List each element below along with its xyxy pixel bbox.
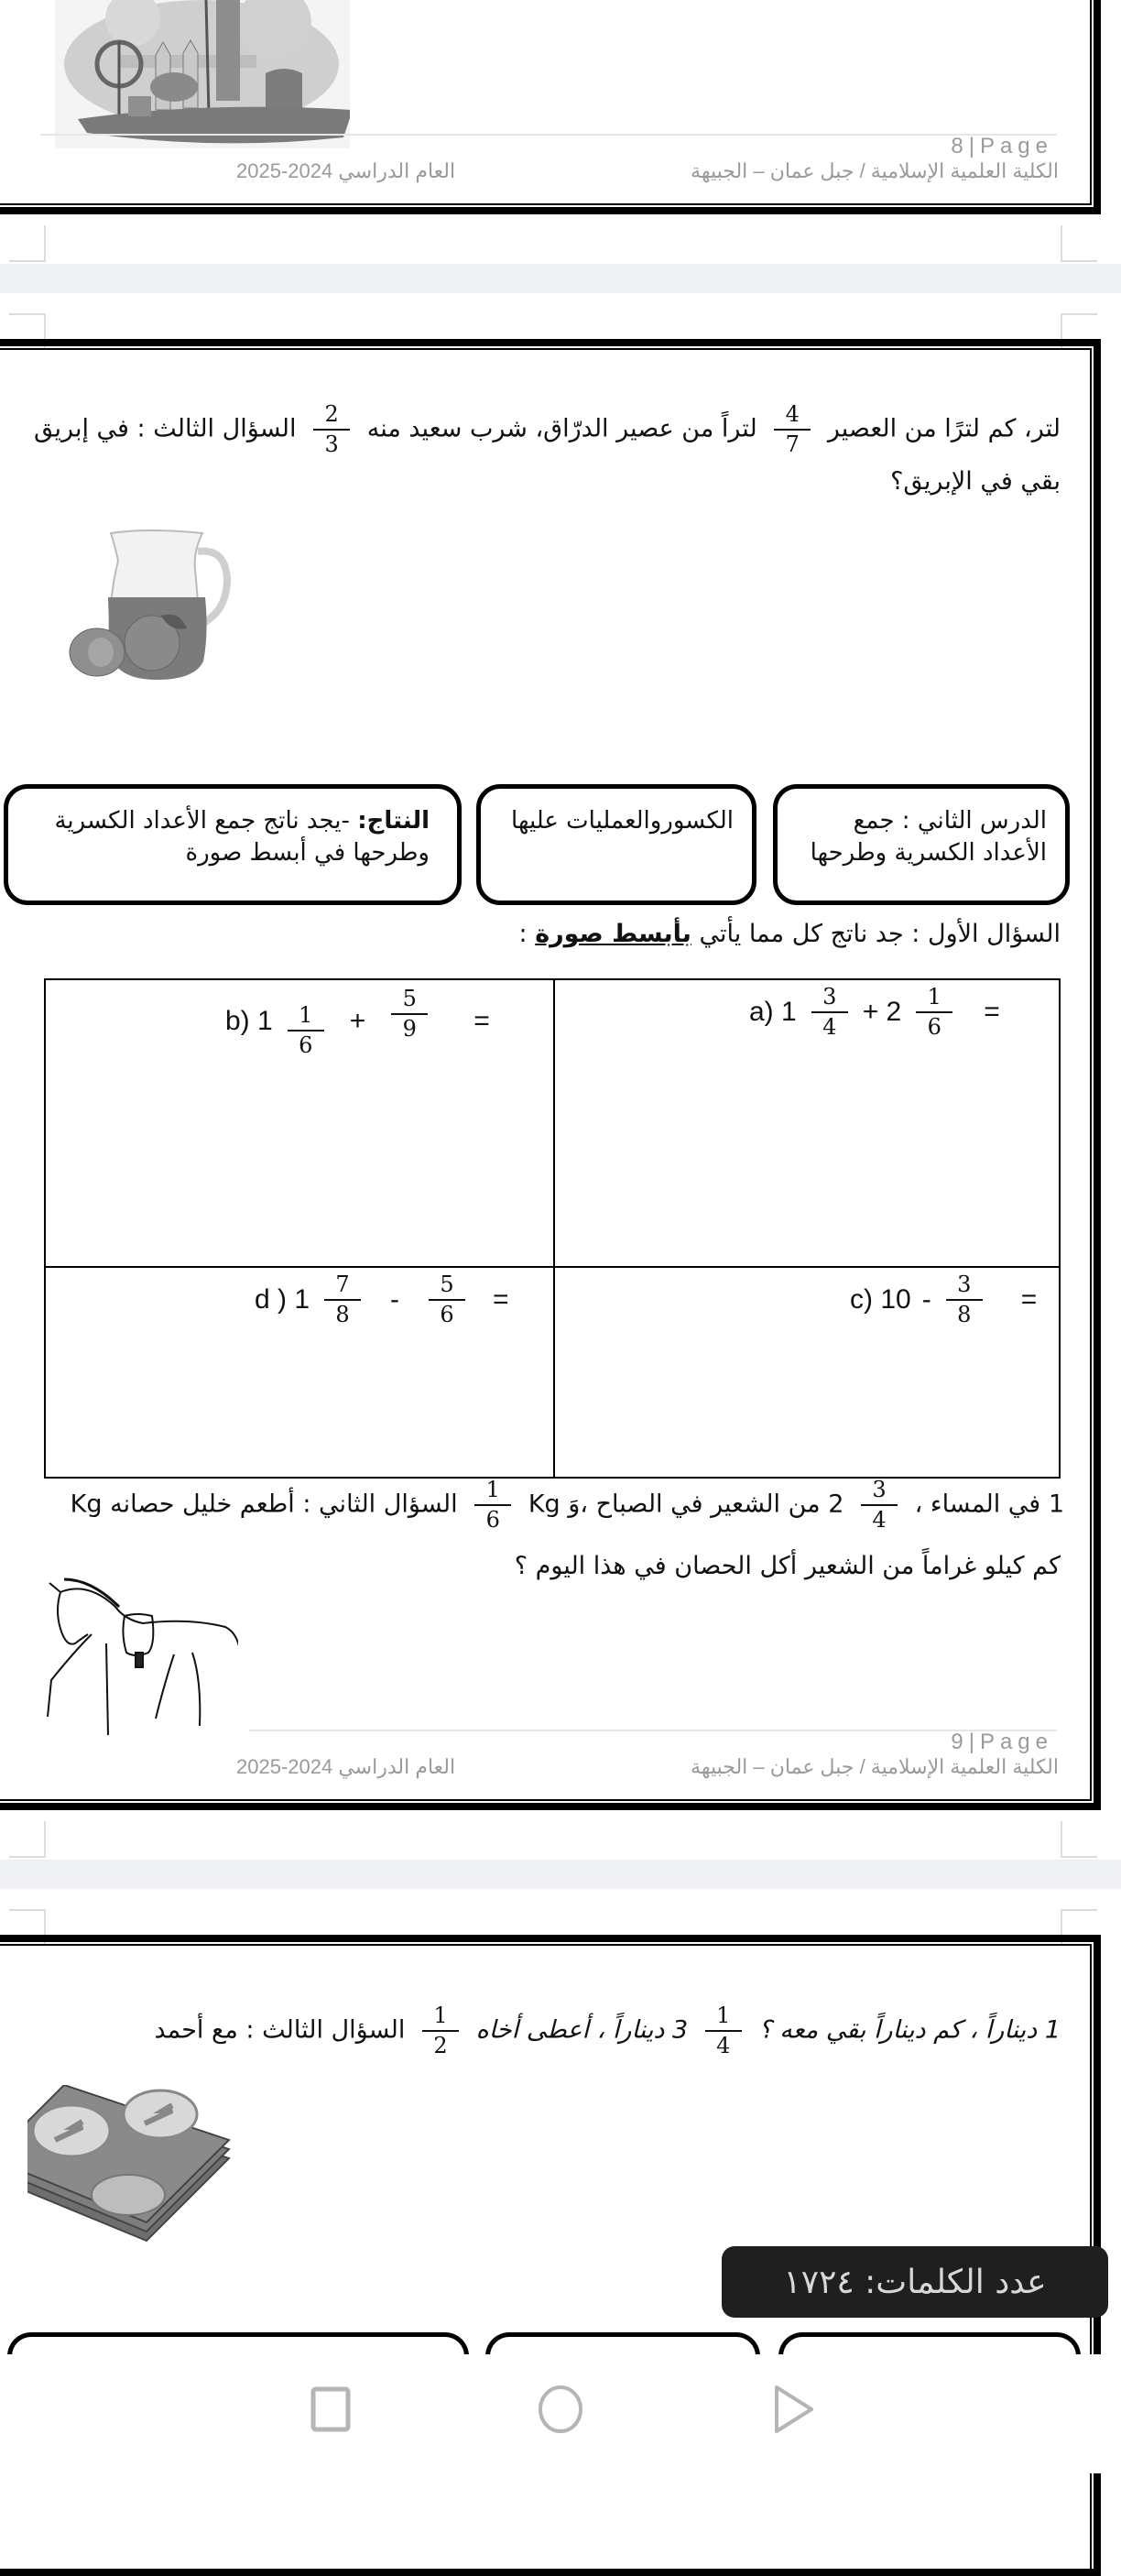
fraction-one-half: $\frac{1}{2}$ [422,2004,459,2058]
fraction-three-eighths: $\frac{3}{8}$ [946,1273,983,1326]
fraction-two-thirds: $\frac{2}{3}$ [313,403,350,456]
recents-square-icon [310,2386,351,2432]
page-9-footer-divider [249,1730,1057,1731]
money-question-text-a: 1 ديناراً ، كم ديناراً بقي معه ؟ [758,2015,1061,2045]
fraction-five-sixths: $\frac{5}{6}$ [429,1273,465,1326]
exercise-a: a) 1 $\frac{3}{4}$ + 2 $\frac{1}{6}$ = [749,984,1000,1041]
page-8-footer-year: العام الدراسي 2024-2025 [236,159,456,182]
unit-title-box [476,784,756,905]
horse-question-line-1 [71,1479,1064,1532]
fraction-one-sixth: $\frac{1}{6}$ [474,1479,511,1532]
word-count-text: عدد الكلمات: ١٧٢٤ [783,2263,1047,2301]
coins-and-banknotes-illustration [27,2085,256,2250]
page-9-footer-year: العام الدراسي 2024-2025 [236,1755,456,1778]
juice-pitcher-peach-illustration [60,524,244,689]
exercise-d: d ) 1 $\frac{7}{8}$ - $\frac{5}{6}$ = [255,1272,509,1328]
lesson-title: الدرس الثاني : جمع الأعداد الكسرية وطرحها [810,807,1047,868]
q1-prompt-emphasis: بأبسط صورة [535,920,691,948]
back-triangle-icon [773,2384,815,2435]
page-corner-mark [1061,1821,1097,1858]
grid-vertical-divider [553,980,555,1477]
lesson-title-box [773,784,1070,905]
fraction-seven-eighths: $\frac{7}{8}$ [324,1273,361,1326]
saddled-horse-illustration [37,1570,238,1739]
page-8-footer-school: الكلية العلمية الإسلامية / جبل عمان – الجبيهة [691,159,1059,182]
horse-question-text-a: 1 في المساء ، [914,1490,1064,1519]
horse-question-line-2: كم كيلو غراماً من الشعير أكل الحصان في هذا اليوم ؟ [514,1552,1061,1580]
page-8-footer-divider [40,134,1057,136]
fraction-three-fourths: $\frac{3}{4}$ [811,986,848,1039]
learning-outcome-label: النتاج: [357,807,430,835]
horse-question-text-b: 2 من الشعير في الصباح ،وَ Kg [528,1490,844,1519]
fraction-one-fourth: $\frac{1}{4}$ [705,2004,742,2058]
juice-question-text-b: لتراً من عصير الدرّاق، شرب سعيد منه [366,414,757,443]
q1-prompt-end: : [518,920,536,948]
home-button[interactable] [535,2382,586,2437]
money-question-text-c: السؤال الثالث : مع أحمد [154,2015,406,2045]
exercise-grid [44,978,1061,1479]
fraction-one-sixth: $\frac{1}{6}$ [916,986,952,1039]
page-8-page-number: 8|Page [951,134,1053,158]
q1-prompt [519,920,1061,948]
fraction-one-sixth: $\frac{1}{6}$ [288,1004,324,1057]
money-question-text-b: 3 ديناراً ، أعطى أخاه [475,2015,689,2045]
page-9-footer-school: الكلية العلمية الإسلامية / جبل عمان – الجبيهة [691,1755,1059,1778]
page-gap [0,1860,1121,1889]
learning-outcome-text: -يجد ناتج جمع الأعداد الكسرية وطرحها في أبسط صورة [54,807,430,868]
learning-outcome-box [4,784,462,905]
unit-title: الكسوروالعمليات عليها [511,807,734,835]
page-9-page-number: 9|Page [951,1730,1053,1754]
horse-question-text-c: السؤال الثاني : أطعم خليل حصانه Kg [70,1490,458,1519]
word-count-toast [722,2246,1108,2318]
juice-question-line-2: بقي في الإبريق؟ [890,467,1061,496]
grid-horizontal-divider [46,1266,1059,1268]
juice-question-text-c: السؤال الثالث : في إبريق [34,414,297,443]
system-navigation-bar [0,2354,1121,2473]
exercise-b: b) 1 $\frac{1}{6}$ + $\frac{5}{9}$ = [225,986,490,1059]
exercise-c: c) 10 - $\frac{3}{8}$ = [850,1272,1038,1328]
back-button[interactable] [771,2382,817,2437]
fraction-four-sevenths: $\frac{4}{7}$ [774,403,811,456]
fraction-three-fourths: $\frac{3}{4}$ [861,1479,898,1532]
home-circle-icon [537,2384,584,2435]
garden-farmer-illustration [55,0,350,148]
page-corner-mark [1061,225,1097,262]
page-corner-mark [9,225,46,262]
fraction-five-ninths: $\frac{5}{9}$ [391,988,428,1041]
page-gap [0,264,1121,293]
juice-question-line-1 [34,403,1061,456]
q1-prompt-text: السؤال الأول : جد ناتج كل مما يأتي [691,920,1061,948]
juice-question-text-a: لتر، كم لترًا من العصير [827,414,1061,443]
recents-button[interactable] [308,2382,354,2437]
page-corner-mark [9,1821,46,1858]
money-question-line [154,2004,1061,2058]
